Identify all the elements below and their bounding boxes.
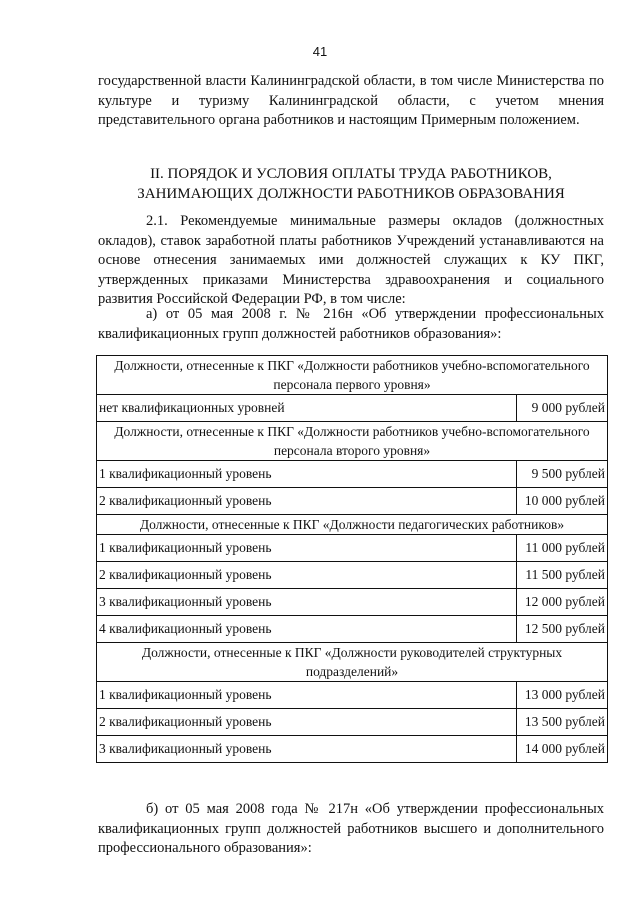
amount-cell: 13 500 рублей xyxy=(517,709,608,736)
amount-cell: 11 000 рублей xyxy=(517,535,608,562)
table-row xyxy=(97,616,608,643)
level-cell: 3 квалификационный уровень xyxy=(97,589,517,616)
paragraph-2-1: 2.1. Рекомендуемые минимальные размеры окладов (должностных окладов), ставок заработной платы работников Учреждений устанавливаются на основе отнесения занимаемых ими должностей служащих к КУ ПКГ, утвержденных приказами Министерства здравоохранения и социального развития Российской Федерации РФ, в том числе: xyxy=(98,213,604,307)
amount-cell: 13 000 рублей xyxy=(517,682,608,709)
salary-table xyxy=(96,355,608,763)
amount-cell: 12 500 рублей xyxy=(517,616,608,643)
amount-cell: 11 500 рублей xyxy=(517,562,608,589)
level-cell: 2 квалификационный уровень xyxy=(97,562,517,589)
level-cell: 1 квалификационный уровень xyxy=(97,682,517,709)
amount-cell: 12 000 рублей xyxy=(517,589,608,616)
amount-cell: 9 000 рублей xyxy=(517,395,608,422)
intro-paragraph: государственной власти Калининградской области, в том числе Министерства по культуре и туризму Калининградской области, с учетом мнения представительного органа работников и настоящим Примерным положением. xyxy=(98,73,604,128)
table-row xyxy=(97,535,608,562)
group-heading: Должности, отнесенные к ПКГ «Должности педагогических работников» xyxy=(97,515,608,535)
section-title xyxy=(98,164,604,204)
group-heading-row xyxy=(97,515,608,535)
group-heading: Должности, отнесенные к ПКГ «Должности руководителей структурных подразделений» xyxy=(97,643,608,682)
level-cell: нет квалификационных уровней xyxy=(97,395,517,422)
level-cell: 1 квалификационный уровень xyxy=(97,461,517,488)
table-row xyxy=(97,395,608,422)
group-heading: Должности, отнесенные к ПКГ «Должности работников учебно-вспомогательного персонала первого уровня» xyxy=(97,356,608,395)
level-cell: 1 квалификационный уровень xyxy=(97,535,517,562)
section-title-line-2: ЗАНИМАЮЩИХ ДОЛЖНОСТИ РАБОТНИКОВ ОБРАЗОВАНИЯ xyxy=(137,186,565,202)
level-cell: 4 квалификационный уровень xyxy=(97,616,517,643)
group-heading-row xyxy=(97,356,608,395)
page-number: 41 xyxy=(312,44,328,59)
table-row xyxy=(97,461,608,488)
table-row xyxy=(97,709,608,736)
group-heading-row xyxy=(97,643,608,682)
paragraph-a: а) от 05 мая 2008 г. № 216н «Об утверждении профессиональных квалификационных групп должностей работников образования»: xyxy=(98,306,604,342)
table-row xyxy=(97,589,608,616)
paragraph-b: б) от 05 мая 2008 года № 217н «Об утверждении профессиональных квалификационных групп должностей работников высшего и дополнительного профессионального образования»: xyxy=(98,801,604,856)
amount-cell: 10 000 рублей xyxy=(517,488,608,515)
amount-cell: 14 000 рублей xyxy=(517,736,608,763)
table-row xyxy=(97,682,608,709)
group-heading: Должности, отнесенные к ПКГ «Должности работников учебно-вспомогательного персонала второго уровня» xyxy=(97,422,608,461)
level-cell: 2 квалификационный уровень xyxy=(97,488,517,515)
level-cell: 3 квалификационный уровень xyxy=(97,736,517,763)
table-row xyxy=(97,488,608,515)
table-row xyxy=(97,736,608,763)
table-row xyxy=(97,562,608,589)
amount-cell: 9 500 рублей xyxy=(517,461,608,488)
section-title-line-1: II. ПОРЯДОК И УСЛОВИЯ ОПЛАТЫ ТРУДА РАБОТНИКОВ, xyxy=(150,166,552,182)
level-cell: 2 квалификационный уровень xyxy=(97,709,517,736)
group-heading-row xyxy=(97,422,608,461)
